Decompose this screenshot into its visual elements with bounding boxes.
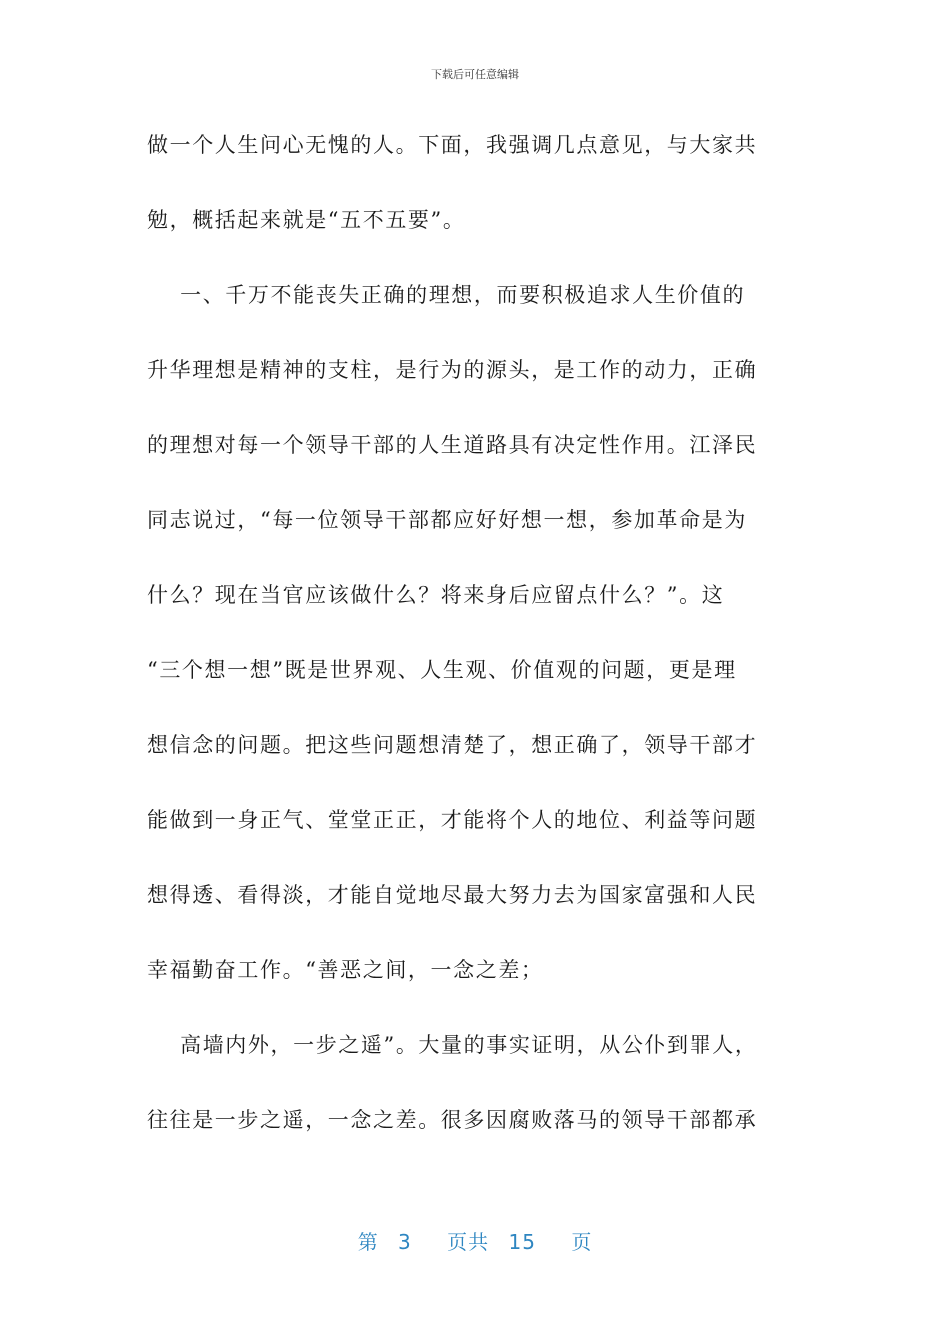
text-line: 想得透、看得淡，才能自觉地尽最大努力去为国家富强和人民 bbox=[147, 883, 758, 907]
text-line: 的理想对每一个领导干部的人生道路具有决定性作用。江泽民 bbox=[147, 433, 758, 457]
text-line: 一、千万不能丧失正确的理想，而要积极追求人生价值的 bbox=[147, 283, 746, 307]
text-line: 升华理想是精神的支柱，是行为的源头，是工作的动力，正确 bbox=[147, 358, 758, 382]
text-line: 能做到一身正气、堂堂正正，才能将个人的地位、利益等问题 bbox=[147, 808, 758, 832]
current-page-number: 3 bbox=[398, 1230, 412, 1254]
page-prefix: 第 bbox=[357, 1230, 379, 1254]
total-pages-number: 15 bbox=[508, 1230, 536, 1254]
page-number-footer bbox=[0, 1226, 950, 1255]
text-line: 幸福勤奋工作。“善恶之间，一念之差； bbox=[147, 958, 544, 982]
page-header: 下载后可任意编辑 bbox=[431, 68, 519, 81]
text-line: “三个想一想”既是世界观、人生观、价值观的问题，更是理 bbox=[147, 658, 737, 682]
text-line: 勉，概括起来就是“五不五要”。 bbox=[147, 208, 466, 232]
text-line: 做一个人生问心无愧的人。下面，我强调几点意见，与大家共 bbox=[147, 133, 758, 157]
page-middle-label: 页共 bbox=[447, 1230, 490, 1254]
text-line: 什么？现在当官应该做什么？将来身后应留点什么？”。这 bbox=[147, 583, 725, 607]
document-body bbox=[147, 126, 807, 1176]
text-line: 同志说过，“每一位领导干部都应好好想一想，参加革命是为 bbox=[147, 508, 747, 532]
text-line: 想信念的问题。把这些问题想清楚了，想正确了，领导干部才 bbox=[147, 733, 758, 757]
text-line: 高墙内外，一步之遥”。大量的事实证明，从公仆到罪人， bbox=[147, 1033, 758, 1057]
text-line: 往往是一步之遥，一念之差。很多因腐败落马的领导干部都承 bbox=[147, 1108, 758, 1132]
page-suffix: 页 bbox=[571, 1230, 593, 1254]
